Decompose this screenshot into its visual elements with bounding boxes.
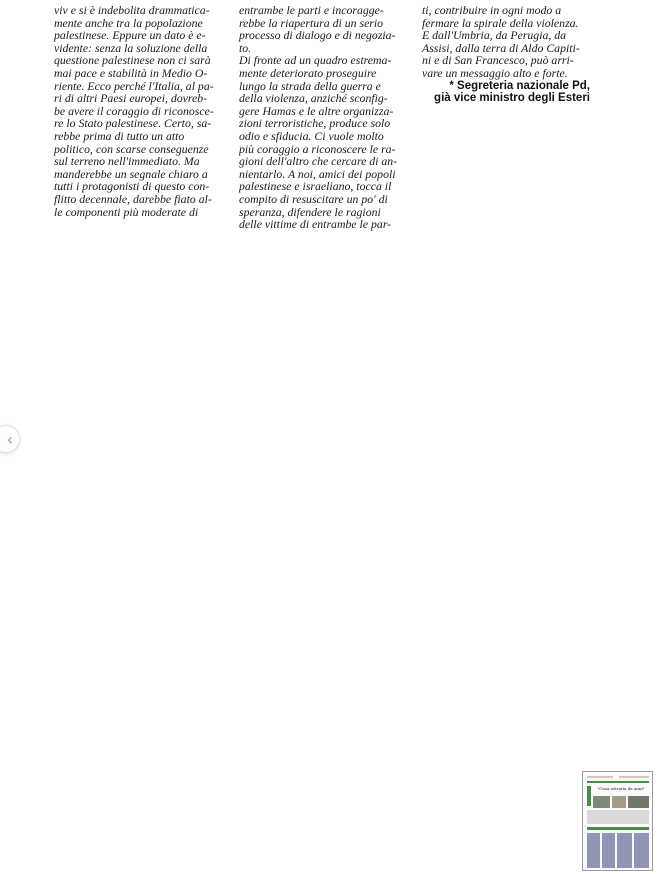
text-line: to. — [239, 40, 252, 55]
author-signature — [422, 80, 590, 105]
thumb-text-block — [587, 810, 649, 824]
text-line: gioni dell'altro che cercare di an- — [239, 154, 398, 169]
text-line: manderebbe un segnale chiaro a — [54, 166, 208, 181]
text-line: speranza, difendere le ragioni — [239, 204, 381, 219]
text-line: entrambe le parti e incoragge- — [239, 3, 384, 17]
text-line: be avere il coraggio di riconosce- — [54, 103, 214, 118]
text-line: fermare la spirale della violenza. — [422, 15, 579, 30]
text-line: gere Hamas e le altre organizza- — [239, 103, 394, 118]
article-column-3 — [422, 4, 590, 105]
thumb-rule — [587, 781, 649, 783]
text-line: le componenti più moderate di — [54, 204, 199, 219]
text-line: Assisi, dalla terra di Aldo Capiti- — [422, 40, 580, 55]
thumb-photo — [612, 796, 626, 808]
text-line: più coraggio a riconoscere le ra- — [239, 141, 396, 156]
signature-line: già vice ministro degli Esteri — [434, 92, 590, 105]
text-line: nientarlo. A noi, amici dei popoli — [239, 166, 396, 181]
text-line: processo di dialogo e di negozia- — [239, 28, 396, 43]
signature-line: * Segreteria nazionale Pd, — [449, 79, 590, 92]
thumb-sidebar — [587, 786, 591, 806]
text-line: palestinese. Eppure un dato è e- — [54, 28, 206, 43]
text-line: mente deteriorato proseguire — [239, 65, 377, 80]
text-line: viv e si è indebolita drammatica- — [54, 3, 210, 17]
thumb-photo — [593, 796, 610, 808]
thumb-header-bar — [619, 776, 649, 778]
thumb-headline: "Gaza ostruita da anni" — [597, 786, 645, 791]
text-line: vare un messaggio alto e forte. — [422, 65, 568, 80]
text-line: ni e di San Francesco, può arri- — [422, 53, 574, 68]
text-line: riente. Ecco perché l'Italia, al pa- — [54, 78, 214, 93]
text-line: palestinese e israeliano, tocca il — [239, 179, 392, 194]
text-line: lungo la strada della guerra e — [239, 78, 381, 93]
chevron-left-icon: ‹ — [6, 429, 13, 449]
text-line: odio e sfiducia. Ci vuole molto — [239, 128, 384, 143]
text-line: mai pace e stabilità in Medio O- — [54, 65, 208, 80]
article-column-2 — [239, 4, 406, 231]
text-line: ti, contribuire in ogni modo a — [422, 3, 562, 17]
text-line: della violenza, anziché sconfig- — [239, 91, 388, 106]
text-line: vidente: senza la soluzione della — [54, 40, 208, 55]
text-line: mente anche tra la popolazione — [54, 15, 203, 30]
article-column-1 — [54, 4, 222, 218]
text-line: ri di altri Paesi europei, dovreb- — [54, 91, 208, 106]
thumb-text-column — [634, 833, 649, 868]
text-line: rebbe prima di tutto un atto — [54, 128, 185, 143]
text-line: tutti i protagonisti di questo con- — [54, 179, 210, 194]
text-line: delle vittime di entrambe le par- — [239, 217, 392, 232]
text-line: politico, con scarse conseguenze — [54, 141, 209, 156]
thumb-rule — [587, 827, 649, 830]
text-line: questione palestinese non ci sarà — [54, 53, 211, 68]
thumb-header-bar — [587, 776, 613, 778]
text-line: sul terreno nell'immediato. Ma — [54, 154, 200, 169]
text-line: Di fronte ad un quadro estrema- — [239, 53, 392, 68]
thumb-photo — [628, 796, 649, 808]
text-line: compito di resuscitare un po' di — [239, 191, 388, 206]
thumb-text-column — [617, 833, 632, 868]
text-line: E dall'Umbria, da Perugia, da — [422, 28, 567, 43]
text-line: flitto decennale, darebbe fiato al- — [54, 191, 212, 206]
text-line: re lo Stato palestinese. Certo, sa- — [54, 116, 212, 131]
thumb-text-column — [602, 833, 615, 868]
text-line: rebbe la riapertura di un serio — [239, 15, 384, 30]
previous-page-button[interactable] — [0, 425, 20, 453]
thumb-text-column — [587, 833, 600, 868]
text-line: zioni terroristiche, produce solo — [239, 116, 391, 131]
page-thumbnail[interactable] — [582, 771, 653, 871]
